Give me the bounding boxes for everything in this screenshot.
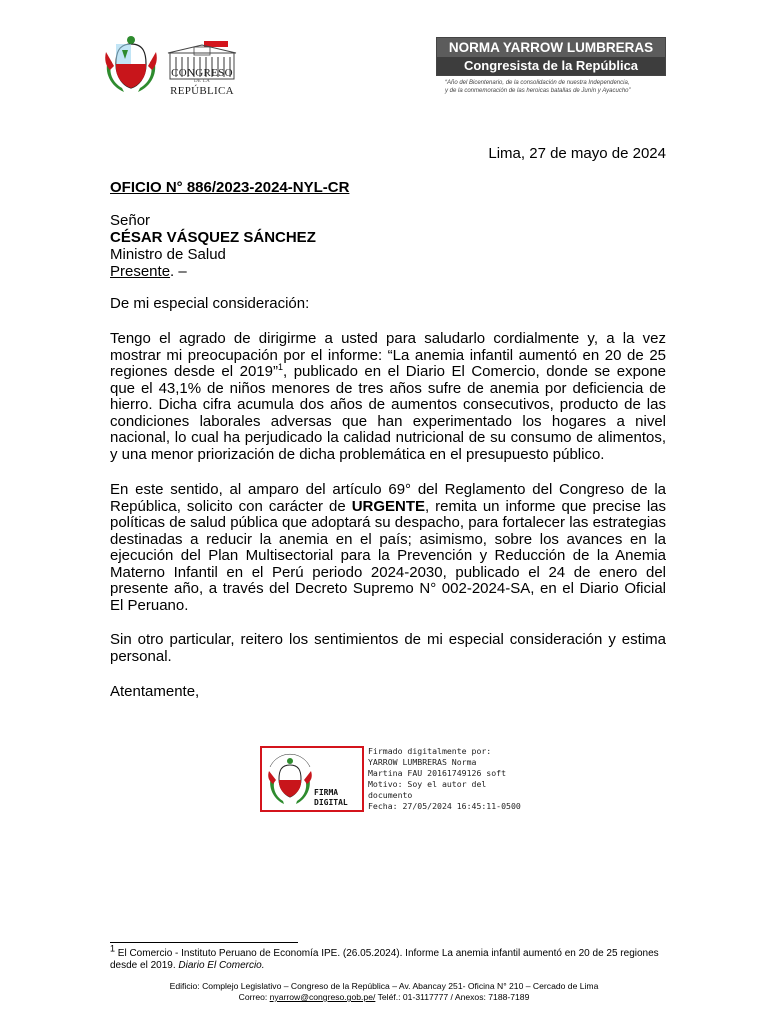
body-paragraph-2 [110,482,666,614]
signature-line-4: Motivo: Soy el autor del [368,779,487,789]
letterhead [0,0,768,110]
firma-digital-label [314,788,348,808]
footer-phone: Teléf.: 01-3117777 / Anexos: 7188-7189 [375,992,530,1002]
firma-digital-label-1: FIRMA [314,788,339,797]
presente-suffix: . – [170,263,187,280]
congress-logo-text [164,67,240,97]
salutation-title: Señor [110,212,151,229]
footnote-reference[interactable]: 1 [278,362,284,372]
signature-line-6: Fecha: 27/05/2024 16:45:11-0500 [368,801,521,811]
letter-reference: OFICIO N° 886/2023-2024-NYL-CR [110,179,350,196]
recipient-role: Ministro de Salud [110,246,226,263]
signature-line-1: Firmado digitalmente por: [368,746,492,756]
recipient-name: CÉSAR VÁSQUEZ SÁNCHEZ [110,229,316,246]
congresswoman-name-box [436,37,666,76]
firma-digital-label-2: DIGITAL [314,798,348,807]
footnote-text: El Comercio - Instituto Peruano de Economía IPE. (26.05.2024). Informe La anemia infantil aumentó en 20 de 25 regiones desde el 2019. [110,948,659,971]
body-paragraph-1-part-a: Tengo el agrado de dirigirme a usted para saludarlo cordialmente y, a la vez mostrar mi preocupación por el informe: “La anemia infantil aumentó en 20 de 25 regiones desde el 2019” [110,330,666,380]
digital-signature-stamp [260,746,364,812]
digital-signature-details [368,746,528,812]
peru-seal-icon [264,749,316,811]
signature-line-5: documento [368,790,413,800]
urgent-emphasis: URGENTE [351,497,426,515]
congress-logo-line2: DE LA [193,79,211,84]
footnote-source: Diario El Comercio. [178,960,265,971]
letter-date: Lima, 27 de mayo de 2024 [488,145,666,162]
signature-line-3: Martina FAU 20161749126 soft [368,768,507,778]
congress-logo-line1: CONGRESO [171,67,233,79]
year-motto-line2: y de la conmemoración de las heroicas batallas de Junín y Ayacucho” [445,88,631,94]
peru-coat-of-arms-logo [100,30,162,98]
footer-email-link[interactable]: nyarrow@congreso.gob.pe/ [269,992,376,1002]
signature-line-2: YARROW LUMBRERAS Norma [368,757,477,767]
addressee-block [110,212,316,280]
congresswoman-role: Congresista de la República [437,57,665,75]
page-footer [0,981,768,1003]
digital-signature[interactable] [260,744,520,826]
body-paragraph-3: Sin otro particular, reitero los sentimientos de mi especial consideración y estima personal. [110,631,666,665]
body-paragraph-1-part-b: , publicado en el Diario El Comercio, donde se expone que el 43,1% de niños menores de tres años sufre de anemia por deficiencia de hierro. Dicha cifra acumula dos años de aumentos consecutivos, producto de las condiciones laborales adversas que han experimentado los hogares a nivel nacional, lo cual ha perjudicado la calidad nutricional de su consumo de alimentos, y una menor priorización de dicha problemática en el presupuesto público. [110,363,667,463]
body-paragraph-1 [110,331,666,463]
presente-word: Presente [110,263,171,280]
footer-email-label: Correo: [238,992,270,1002]
congresswoman-name: NORMA YARROW LUMBRERAS [448,40,654,55]
year-motto-line1: “Año del Bicentenario, de la consolidación de nuestra Independencia, [445,80,630,86]
body-paragraph-2-part-b: , remita un informe que precise las políticas de salud pública que adoptará su despacho, para fortalecer las estrategias destinadas a reducir la anemia en el país; asimismo, sobre los avances en la ejecución del Plan Multisectorial para la Prevención y Reducción de la Anemia Materno Infantil en el Perú periodo 2024-2030, publicado el 24 de enero del presente año, a través del Decreto Supremo N° 002-2024-SA, en el Diario Oficial El Peruano. [110,497,667,614]
greeting: De mi especial consideración: [110,295,310,312]
footnote [110,943,670,972]
footer-contact [0,992,768,1003]
congress-logo-line3: REPÚBLICA [170,85,234,97]
body-paragraph-2-part-a: En este sentido, al amparo del artículo 69° del Reglamento del Congreso de la República, solicito con carácter de [110,481,666,515]
year-motto [445,79,675,95]
presente-line [110,263,316,280]
footnote-divider [110,942,298,943]
footnote-marker: 1 [110,943,116,954]
footer-address: Edificio: Complejo Legislativo – Congreso de la República – Av. Abancay 251- Oficina N° 210 – Cercado de Lima [169,981,599,991]
closing: Atentamente, [110,683,200,700]
